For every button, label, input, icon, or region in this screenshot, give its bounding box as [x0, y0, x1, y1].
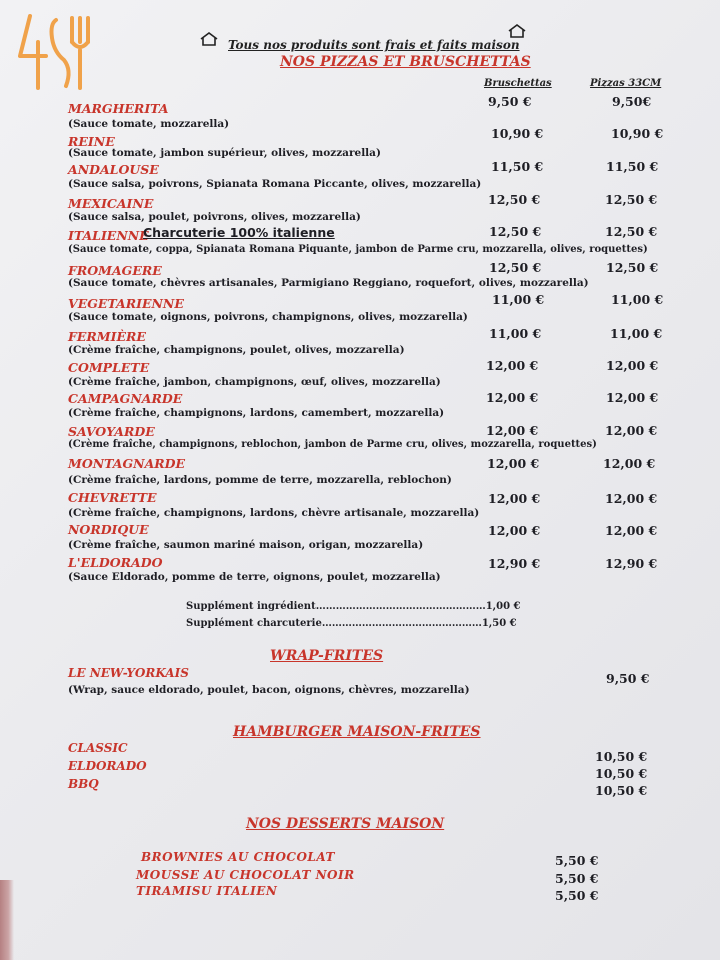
pizza-price: 11,50 € [606, 159, 659, 174]
pizza-description: (Sauce salsa, poulet, poivrons, olives, mozzarella) [68, 211, 361, 223]
pizza-description: (Sauce salsa, poivrons, Spianata Romana Piccante, olives, mozzarella) [68, 178, 482, 190]
pizza-price: 12,50 € [605, 192, 658, 207]
pizza-price: 12,00 € [605, 491, 658, 506]
bruschettas-column-header: Bruschettas [484, 78, 552, 89]
bruschetta-price: 12,50 € [488, 192, 541, 207]
pizza-name: MEXICAINE [68, 196, 154, 211]
bruschetta-price: 12,50 € [489, 224, 542, 239]
pizza-description: (Sauce tomate, chèvres artisanales, Parmigiano Reggiano, roquefort, olives, mozzarella) [68, 277, 589, 289]
supplement-label: Supplément charcuterie [186, 618, 322, 629]
burger-name: BBQ [68, 777, 99, 791]
supplement-dots: …………………………………………… [315, 601, 486, 612]
dessert-price: 5,50 € [555, 888, 599, 903]
burger-section-title: HAMBURGER MAISON-FRITES [233, 724, 481, 740]
dessert-name: TIRAMISU ITALIEN [136, 884, 278, 898]
pizza-name: FROMAGERE [68, 263, 162, 278]
dessert-price: 5,50 € [555, 853, 599, 868]
pizza-name: NORDIQUE [68, 522, 149, 537]
bruschetta-price: 12,50 € [489, 260, 542, 275]
bruschetta-price: 11,00 € [489, 326, 542, 341]
desserts-section-title: NOS DESSERTS MAISON [246, 816, 445, 832]
pizza-price: 12,00 € [606, 358, 659, 373]
pizza-description: (Sauce Eldorado, pomme de terre, oignons, poulet, mozzarella) [68, 571, 441, 583]
bruschetta-price: 12,90 € [488, 556, 541, 571]
pizza-name: FERMIÈRE [68, 329, 146, 344]
dessert-name: BROWNIES AU CHOCOLAT [141, 850, 335, 864]
pizza-description: (Crème fraîche, lardons, pomme de terre, mozzarella, reblochon) [68, 474, 452, 486]
pizza-description: (Crème fraîche, champignons, reblochon, jambon de Parme cru, olives, mozzarella, roquettes) [68, 439, 597, 450]
wrap-section-title: WRAP-FRITES [270, 648, 384, 664]
house-icon [508, 24, 526, 38]
pizza-price: 12,50 € [606, 260, 659, 275]
dessert-name: MOUSSE AU CHOCOLAT NOIR [136, 868, 355, 882]
pizza-name: COMPLETE [68, 360, 150, 375]
bruschetta-price: 12,00 € [486, 390, 539, 405]
burger-price: 10,50 € [595, 766, 648, 781]
pizza-price: 11,00 € [610, 326, 663, 341]
bruschetta-price: 12,00 € [486, 358, 539, 373]
pizza-description: (Crème fraîche, champignons, lardons, chèvre artisanale, mozzarella) [68, 507, 480, 519]
pizza-name: VEGETARIENNE [68, 296, 184, 311]
burger-name: CLASSIC [68, 741, 128, 755]
page-edge-shadow [0, 880, 14, 960]
bruschetta-price: 11,50 € [491, 159, 544, 174]
bruschetta-price: 9,50 € [488, 94, 532, 109]
pizza-price: 9,50€ [612, 94, 652, 109]
pizza-name: CHEVRETTE [68, 490, 157, 505]
bruschetta-price: 12,00 € [486, 423, 539, 438]
pizza-name: MONTAGNARDE [68, 456, 186, 471]
burger-price: 10,50 € [595, 749, 648, 764]
bruschetta-price: 12,00 € [488, 523, 541, 538]
bruschetta-price: 12,00 € [488, 491, 541, 506]
bruschetta-price: 10,90 € [491, 126, 544, 141]
burger-name: ELDORADO [68, 759, 147, 773]
pizza-price: 10,90 € [611, 126, 664, 141]
pizza-name: MARGHERITA [68, 101, 169, 116]
supplement-price: 1,50 € [481, 618, 517, 629]
pizza-price: 12,00 € [606, 390, 659, 405]
supplement-price: 1,00 € [485, 601, 521, 612]
pizza-subtitle: Charcuterie 100% italienne [143, 225, 335, 240]
pizza-description: (Sauce tomate, mozzarella) [68, 118, 230, 130]
pizza-price: 12,00 € [605, 523, 658, 538]
pizza-price: 11,00 € [611, 292, 664, 307]
pizza-name: REINE [68, 134, 115, 149]
restaurant-logo [16, 12, 90, 92]
pizzas-section-title: NOS PIZZAS ET BRUSCHETTAS [280, 54, 531, 70]
wrap-description: (Wrap, sauce eldorado, poulet, bacon, oignons, chèvres, mozzarella) [68, 684, 470, 696]
pizza-price: 12,00 € [603, 456, 656, 471]
pizza-description: (Crème fraîche, champignons, poulet, olives, mozzarella) [68, 344, 405, 356]
supplement-row [186, 601, 520, 612]
pizza-price: 12,00 € [605, 423, 658, 438]
pizza-name: SAVOYARDE [68, 424, 155, 439]
pizza-description: (Sauce tomate, coppa, Spianata Romana Piquante, jambon de Parme cru, mozzarella, olives, roquettes) [68, 244, 648, 255]
pizza-description: (Crème fraîche, saumon mariné maison, origan, mozzarella) [68, 539, 424, 551]
supplement-label: Supplément ingrédient [186, 601, 316, 612]
pizza-description: (Crème fraîche, jambon, champignons, œuf, olives, mozzarella) [68, 376, 441, 388]
house-icon [200, 32, 218, 46]
bruschetta-price: 11,00 € [492, 292, 545, 307]
pizza-name: L'ELDORADO [68, 555, 163, 570]
bruschetta-price: 12,00 € [487, 456, 540, 471]
burger-price: 10,50 € [595, 783, 648, 798]
pizzas-column-header: Pizzas 33CM [590, 78, 662, 89]
wrap-price: 9,50 € [606, 671, 650, 686]
pizza-description: (Crème fraîche, champignons, lardons, camembert, mozzarella) [68, 407, 445, 419]
pizza-name: CAMPAGNARDE [68, 391, 183, 406]
pizza-price: 12,90 € [605, 556, 658, 571]
supplement-row [186, 618, 517, 629]
pizza-price: 12,50 € [605, 224, 658, 239]
supplement-dots: ………………………………………… [321, 618, 482, 629]
dessert-price: 5,50 € [555, 871, 599, 886]
pizza-name: ITALIENNE [68, 228, 149, 243]
pizza-name: ANDALOUSE [68, 162, 159, 177]
pizza-description: (Sauce tomate, jambon supérieur, olives, mozzarella) [68, 147, 381, 159]
freshness-note: Tous nos produits sont frais et faits maison [228, 38, 520, 52]
pizza-description: (Sauce tomate, oignons, poivrons, champignons, olives, mozzarella) [68, 311, 468, 323]
wrap-name: LE NEW-YORKAIS [68, 666, 189, 680]
